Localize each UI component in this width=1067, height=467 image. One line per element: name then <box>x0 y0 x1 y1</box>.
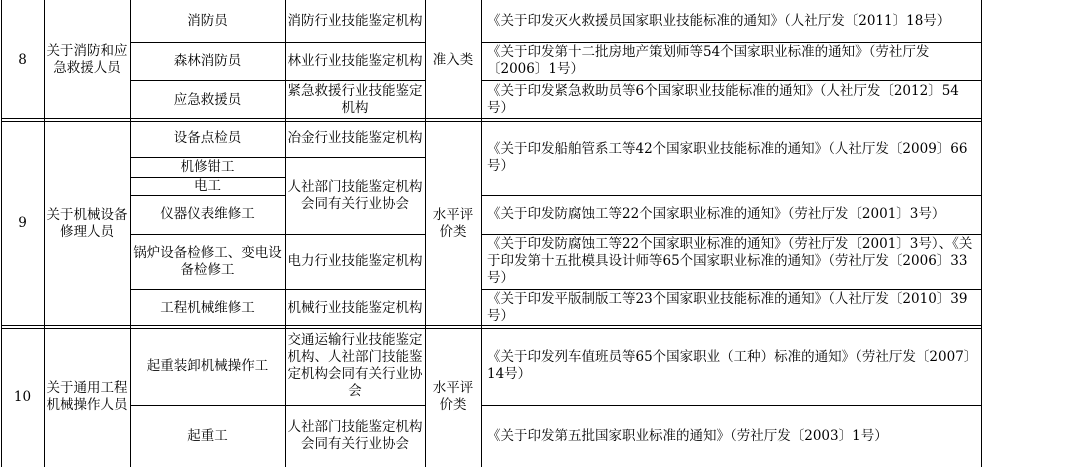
group-9-job-1: 设备点检员 <box>173 130 242 146</box>
grid-line <box>1 0 2 467</box>
row-line <box>130 195 285 196</box>
group-9-doc-a: 《关于印发船舶管系工等42个国家职业技能标准的通知》（人社厅发〔2009〕66号） <box>487 140 968 174</box>
group-10-category: 关于通用工程机械操作人员 <box>46 380 128 413</box>
group-9-job-6: 工程机械维修工 <box>160 299 255 316</box>
row-line <box>481 234 981 235</box>
group-9-job-5: 锅炉设备检修工、变电设备检修工 <box>133 244 282 278</box>
group-8-org-3: 紧急救援行业技能鉴定机构 <box>287 83 423 116</box>
row-line <box>481 289 981 290</box>
row-line <box>130 405 425 406</box>
row-line <box>130 177 285 178</box>
group-8-org-1: 消防行业技能鉴定机构 <box>287 12 423 29</box>
row-line <box>285 157 425 158</box>
row-line <box>481 80 981 81</box>
row-line <box>481 405 981 406</box>
group-9-org-5: 电力行业技能鉴定机构 <box>287 253 423 269</box>
group-10-type: 水平评价类 <box>432 380 474 413</box>
grid-line <box>44 0 45 467</box>
group-10-doc-1: 《关于印发列车值班员等65个国家职业（工种）标准的通知》（劳社厅发〔2007〕14号） <box>487 349 978 382</box>
group-8-category: 关于消防和应急救援人员 <box>46 43 128 76</box>
grid-line <box>981 0 982 467</box>
group-8-org-2: 林业行业技能鉴定机构 <box>287 52 423 69</box>
group-separator <box>1 325 982 326</box>
group-9-org-mid: 人社部门技能鉴定机构会同有关行业协会 <box>287 178 423 212</box>
group-10-job-2: 起重工 <box>187 427 228 444</box>
group-9-doc-c: 《关于印发防腐蚀工等22个国家职业标准的通知》（劳社厅发〔2001〕3号）、《关于印发第十五批模具设计师等65个国家职业标准的通知》（劳社厅发〔2006〕33号） <box>487 236 973 286</box>
row-line <box>285 234 425 235</box>
group-8-doc-3: 《关于印发紧急救助员等6个国家职业技能标准的通知》（人社厅发〔2012〕54号） <box>487 83 959 116</box>
grid-line <box>425 0 426 467</box>
row-line <box>130 289 285 290</box>
group-9-job-2: 机修钳工 <box>180 158 235 175</box>
group-10-org-1: 交通运输行业技能鉴定机构、人社部门技能鉴定机构会同有关行业协会 <box>287 332 423 399</box>
group-9-doc-6: 《关于印发平版制版工等23个国家职业技能标准的通知》（人社厅发〔2010〕39号） <box>487 291 968 324</box>
group-9-doc-b: 《关于印发防腐蚀工等22个国家职业标准的通知》（劳社厅发〔2001〕3号） <box>487 206 946 222</box>
group-9-number: 9 <box>18 215 27 231</box>
group-10-job-1: 起重装卸机械操作工 <box>146 357 269 374</box>
row-line <box>285 289 425 290</box>
row-line <box>130 42 425 43</box>
group-9-org-1: 冶金行业技能鉴定机构 <box>287 130 423 146</box>
group-8-job-3: 应急救援员 <box>173 91 242 108</box>
row-line <box>481 195 981 196</box>
group-10-number: 10 <box>13 388 32 405</box>
group-10-doc-2: 《关于印发第五批国家职业标准的通知》（劳社厅发〔2003〕1号） <box>487 427 888 444</box>
group-8-doc-1: 《关于印发灭火救援员国家职业技能标准的通知》（人社厅发〔2011〕18号） <box>487 12 951 29</box>
group-8-type: 准入类 <box>432 51 474 68</box>
group-8-job-1: 消防员 <box>187 12 228 29</box>
group-8-number: 8 <box>18 51 27 68</box>
group-9-job-4: 仪器仪表维修工 <box>160 206 255 222</box>
group-9-org-6: 机械行业技能鉴定机构 <box>287 299 423 316</box>
row-line <box>481 42 981 43</box>
row-line <box>130 234 285 235</box>
group-9-type: 水平评价类 <box>432 206 474 240</box>
row-line <box>130 80 425 81</box>
group-separator <box>1 121 982 122</box>
group-8-doc-2: 《关于印发第十二批房地产策划师等54个国家职业标准的通知》（劳社厅发〔2006〕1号） <box>487 44 930 77</box>
group-8-job-2: 森林消防员 <box>173 52 242 69</box>
group-separator <box>1 118 982 119</box>
group-9-category: 关于机械设备修理人员 <box>46 206 128 240</box>
group-9-job-3: 电工 <box>194 177 221 194</box>
group-separator <box>1 328 982 329</box>
group-10-org-2: 人社部门技能鉴定机构会同有关行业协会 <box>287 419 423 452</box>
row-line <box>130 157 285 158</box>
